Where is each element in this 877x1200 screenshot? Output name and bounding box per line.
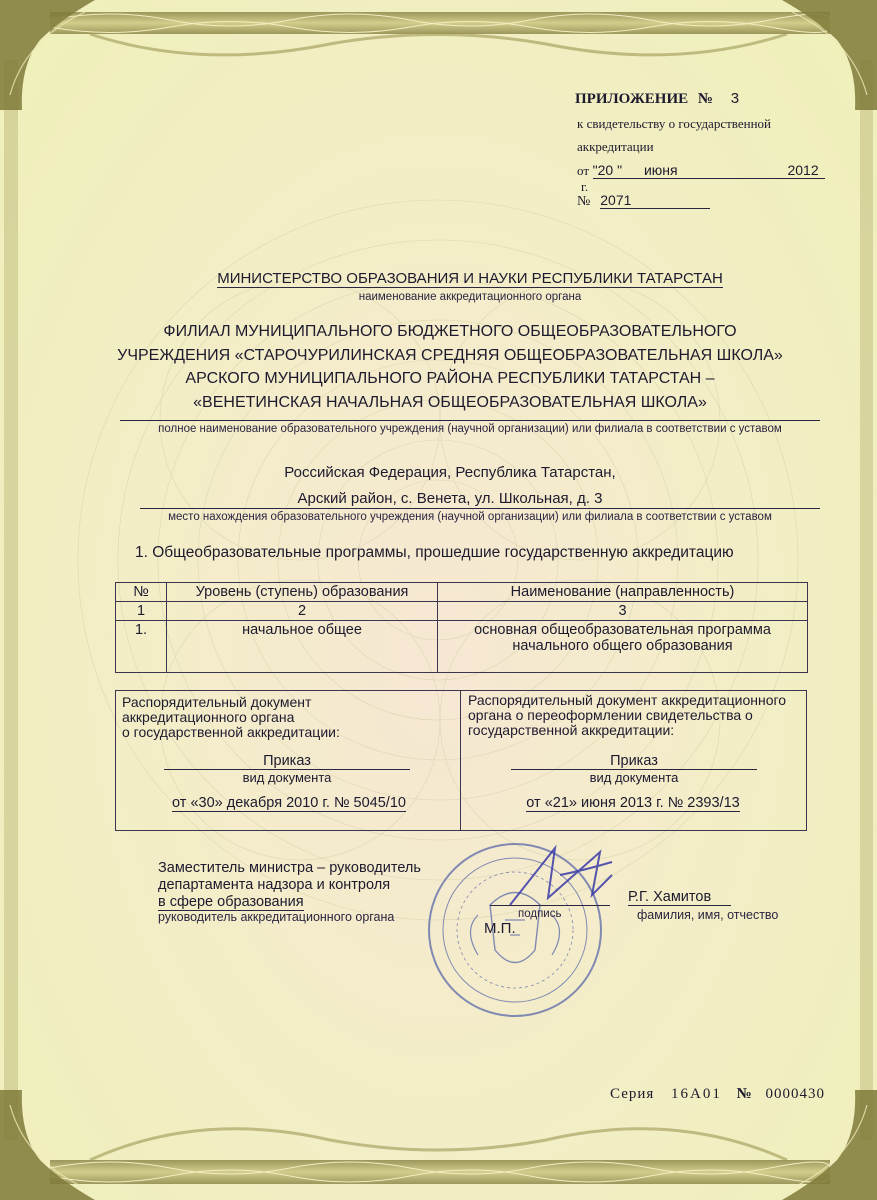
serial-value: 0000430 [765, 1086, 825, 1102]
institution-line: АРСКОГО МУНИЦИПАЛЬНОГО РАЙОНА РЕСПУБЛИКИ ТАТАРСТАН – [185, 370, 715, 387]
signature-caption: подпись [518, 908, 562, 920]
table-cell [438, 621, 808, 673]
doc-left-heading [122, 695, 340, 740]
doc-left-type: Приказ [164, 753, 410, 770]
serial-number [610, 1086, 825, 1103]
institution-line: «ВЕНЕТИНСКАЯ НАЧАЛЬНАЯ ОБЩЕОБРАЗОВАТЕЛЬНАЯ ШКОЛА» [193, 393, 707, 411]
name-caption: фамилия, имя, отчество [637, 908, 779, 922]
program-name-line: основная общеобразовательная программа [474, 622, 771, 638]
signatory-caption: руководитель аккредитационного органа [158, 910, 395, 924]
serial-series: 16А01 [671, 1086, 722, 1102]
doc-right-type: Приказ [511, 753, 757, 770]
serial-num-sign: № [736, 1086, 753, 1102]
doc-left-heading-line: о государственной аккредитации: [122, 724, 340, 740]
table-header-row [116, 583, 808, 602]
bottom-border-ornament [50, 1129, 830, 1184]
section-title: 1. Общеобразовательные программы, прошедшие государственную аккредитацию [135, 544, 734, 561]
doc-left-heading-line: Распорядительный документ [122, 694, 312, 710]
institution-caption: полное наименование образовательного учреждения (научной организации) или филиала в соответствии с уставом [158, 423, 782, 435]
institution-line: УЧРЕЖДЕНИЯ «СТАРОЧУРИЛИНСКАЯ СРЕДНЯЯ ОБЩЕОБРАЗОВАТЕЛЬНАЯ ШКОЛА» [117, 346, 783, 364]
table-cell: начальное общее [167, 621, 438, 673]
table-cell: 1 [116, 602, 167, 621]
doc-right-heading-line: Распорядительный документ аккредитационного [468, 692, 787, 708]
institution-name [80, 320, 820, 414]
signatory-position [158, 860, 421, 911]
reg-num-sign: № [577, 194, 591, 209]
signatory-name: Р.Г. Хамитов [628, 889, 731, 906]
table-cell: 2 [167, 602, 438, 621]
doc-left-ref: от «30» декабря 2010 г. № 5045/10 [172, 795, 406, 811]
doc-right-heading-line: органа о переоформлении свидетельства о [468, 707, 753, 723]
doc-right-heading-line: государственной аккредитации: [468, 722, 675, 738]
location-line2: Арский район, с. Венета, ул. Школьная, д. 3 [297, 490, 603, 507]
doc-left-type-caption: вид документа [242, 770, 332, 785]
doc-right-type-caption: вид документа [589, 770, 679, 785]
location-line1: Российская Федерация, Республика Татарстан, [284, 464, 616, 481]
authority-name: МИНИСТЕРСТВО ОБРАЗОВАНИЯ И НАУКИ РЕСПУБЛИКИ ТАТАРСТАН [217, 270, 723, 287]
date-month: июня [643, 162, 678, 178]
table-numbering-row [116, 602, 808, 621]
date-day: "20 " [592, 162, 623, 178]
appendix-num-sign: № [697, 91, 713, 107]
appendix-line1: к свидетельству о государственной [577, 116, 771, 131]
stamp-label: М.П. [484, 920, 516, 937]
doc-right-heading [468, 693, 786, 738]
appendix-line2: аккредитации [577, 139, 654, 154]
appendix-title: ПРИЛОЖЕНИЕ [575, 91, 689, 107]
table-cell: 1. [116, 621, 167, 673]
signatory-position-line: департамента надзора и контроля [158, 877, 391, 893]
signatory-position-line: в сфере образования [158, 894, 304, 910]
table-cell: 3 [438, 602, 808, 621]
documents-box [115, 690, 807, 831]
date-from-label: от [577, 163, 590, 178]
authority-caption: наименование аккредитационного органа [358, 291, 582, 303]
appendix-number: 3 [730, 90, 740, 107]
programs-table [115, 582, 808, 673]
location-caption: место нахождения образовательного учреждения (научной организации) или филиала в соответствии с уставом [168, 511, 772, 523]
signatory-position-line: Заместитель министра – руководитель [158, 860, 421, 876]
date-year-suffix: г. [581, 179, 589, 194]
col-header-num: № [116, 583, 167, 602]
doc-left-heading-line: аккредитационного органа [122, 709, 295, 725]
col-header-name: Наименование (направленность) [438, 583, 808, 602]
date-year: 2012 [787, 162, 819, 178]
reg-number: 2071 [600, 192, 710, 209]
program-name-line: начального общего образования [512, 638, 733, 654]
col-header-level: Уровень (ступень) образования [167, 583, 438, 602]
table-row [116, 621, 808, 673]
doc-right-ref: от «21» июня 2013 г. № 2393/13 [526, 795, 740, 811]
serial-label: Серия [610, 1086, 655, 1102]
top-border-ornament [50, 12, 830, 55]
institution-line: ФИЛИАЛ МУНИЦИПАЛЬНОГО БЮДЖЕТНОГО ОБЩЕОБРАЗОВАТЕЛЬНОГО [163, 323, 737, 340]
